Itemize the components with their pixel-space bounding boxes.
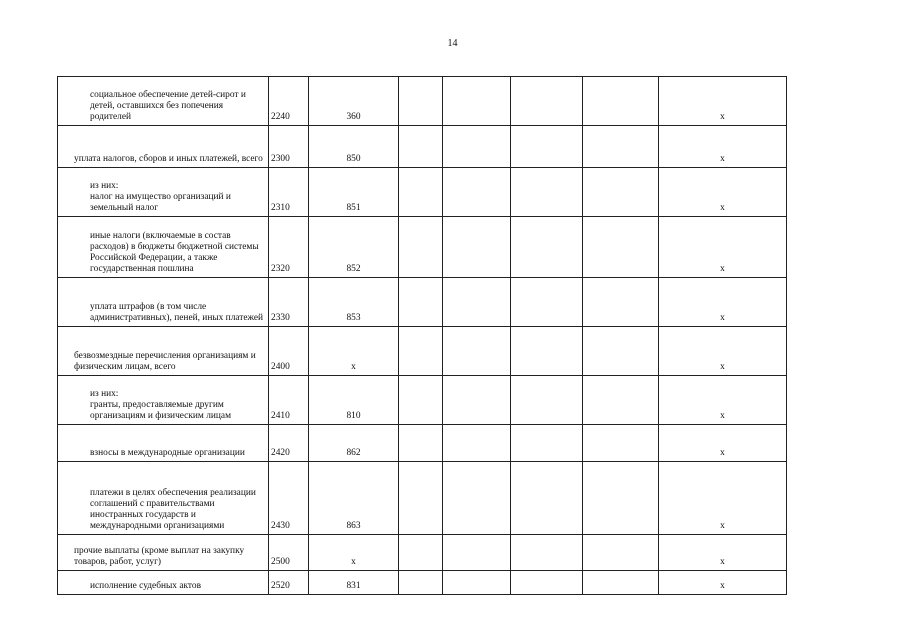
row-mark: x <box>659 462 787 535</box>
row-name: безвозмездные перечисления организациям и физическим лицам, всего <box>58 327 269 376</box>
row-code: 2240 <box>269 77 309 126</box>
row-mark: x <box>659 126 787 168</box>
table-row <box>58 376 787 425</box>
row-cell <box>583 425 659 462</box>
row-code: 2400 <box>269 327 309 376</box>
row-cell <box>443 278 511 327</box>
row-cell <box>511 278 583 327</box>
row-cell <box>583 126 659 168</box>
row-name: платежи в целях обеспечения реализации соглашений с правительствами иностранных государств и международными организациями <box>58 462 269 535</box>
row-cell <box>511 571 583 595</box>
row-name: из них: налог на имущество организаций и земельный налог <box>58 168 269 217</box>
table-row <box>58 168 787 217</box>
row-cell <box>583 77 659 126</box>
row-cell <box>399 376 443 425</box>
row-cell <box>583 327 659 376</box>
table-row <box>58 425 787 462</box>
row-cell <box>511 376 583 425</box>
row-cell <box>511 77 583 126</box>
row-kbk: 862 <box>309 425 399 462</box>
row-kbk: x <box>309 327 399 376</box>
row-kbk: 360 <box>309 77 399 126</box>
row-kbk: 853 <box>309 278 399 327</box>
row-cell <box>511 126 583 168</box>
row-cell <box>399 126 443 168</box>
row-cell <box>511 327 583 376</box>
row-mark: x <box>659 168 787 217</box>
row-kbk: 852 <box>309 217 399 278</box>
row-kbk: 831 <box>309 571 399 595</box>
table-row <box>58 217 787 278</box>
row-name: прочие выплаты (кроме выплат на закупку товаров, работ, услуг) <box>58 535 269 571</box>
row-kbk: 810 <box>309 376 399 425</box>
page-number: 14 <box>447 38 458 49</box>
row-cell <box>443 571 511 595</box>
row-cell <box>583 168 659 217</box>
row-code: 2430 <box>269 462 309 535</box>
row-cell <box>399 535 443 571</box>
row-cell <box>443 462 511 535</box>
row-cell <box>399 571 443 595</box>
row-cell <box>443 77 511 126</box>
row-cell <box>511 217 583 278</box>
row-mark: x <box>659 425 787 462</box>
row-cell <box>443 376 511 425</box>
row-cell <box>583 535 659 571</box>
budget-table <box>57 76 787 595</box>
table-row <box>58 126 787 168</box>
row-kbk: 863 <box>309 462 399 535</box>
row-cell <box>399 327 443 376</box>
row-cell <box>399 217 443 278</box>
row-code: 2500 <box>269 535 309 571</box>
row-cell <box>511 535 583 571</box>
row-name: из них: гранты, предоставляемые другим организациям и физическим лицам <box>58 376 269 425</box>
row-cell <box>443 535 511 571</box>
table-row <box>58 278 787 327</box>
row-cell <box>443 126 511 168</box>
row-name: исполнение судебных актов <box>58 571 269 595</box>
row-mark: x <box>659 376 787 425</box>
row-cell <box>399 462 443 535</box>
row-mark: x <box>659 77 787 126</box>
table-row <box>58 77 787 126</box>
row-kbk: x <box>309 535 399 571</box>
row-cell <box>443 425 511 462</box>
row-cell <box>443 327 511 376</box>
row-cell <box>399 168 443 217</box>
row-name: уплата штрафов (в том числе административных), пеней, иных платежей <box>58 278 269 327</box>
row-name: уплата налогов, сборов и иных платежей, всего <box>58 126 269 168</box>
row-cell <box>583 376 659 425</box>
row-mark: x <box>659 327 787 376</box>
row-cell <box>583 278 659 327</box>
row-cell <box>511 425 583 462</box>
row-cell <box>443 168 511 217</box>
row-cell <box>583 462 659 535</box>
table-row <box>58 462 787 535</box>
row-code: 2300 <box>269 126 309 168</box>
row-code: 2520 <box>269 571 309 595</box>
row-kbk: 851 <box>309 168 399 217</box>
row-cell <box>511 168 583 217</box>
row-cell <box>583 571 659 595</box>
row-name: взносы в международные организации <box>58 425 269 462</box>
row-mark: x <box>659 535 787 571</box>
row-cell <box>443 217 511 278</box>
table-row <box>58 535 787 571</box>
row-cell <box>511 462 583 535</box>
row-mark: x <box>659 278 787 327</box>
row-cell <box>583 217 659 278</box>
row-code: 2310 <box>269 168 309 217</box>
row-cell <box>399 425 443 462</box>
row-name: иные налоги (включаемые в состав расходов) в бюджеты бюджетной системы Российской Федерации, а также государственная пошлина <box>58 217 269 278</box>
table-row <box>58 571 787 595</box>
row-name: социальное обеспечение детей-сирот и детей, оставшихся без попечения родителей <box>58 77 269 126</box>
row-code: 2320 <box>269 217 309 278</box>
row-code: 2330 <box>269 278 309 327</box>
row-code: 2420 <box>269 425 309 462</box>
table-row <box>58 327 787 376</box>
row-cell <box>399 278 443 327</box>
row-cell <box>399 77 443 126</box>
row-mark: x <box>659 571 787 595</box>
row-kbk: 850 <box>309 126 399 168</box>
row-mark: x <box>659 217 787 278</box>
row-code: 2410 <box>269 376 309 425</box>
